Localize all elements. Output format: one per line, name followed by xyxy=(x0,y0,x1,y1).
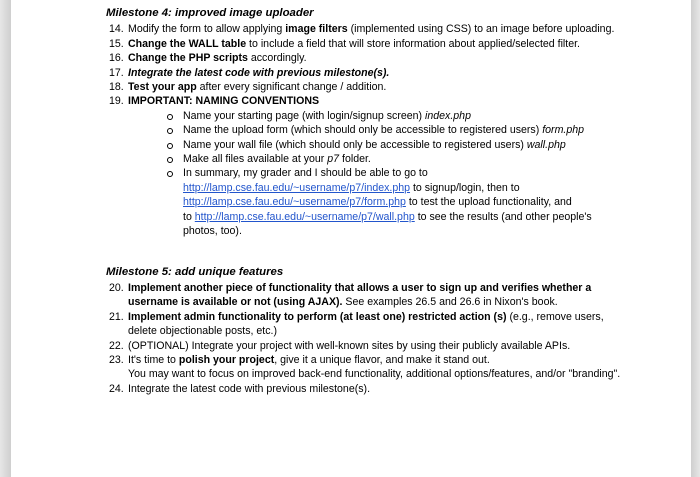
milestone-4-list xyxy=(106,22,626,108)
sub-item-index: Name your starting page (with login/signup screen) index.php xyxy=(166,109,626,123)
list-item-19: 19. IMPORTANT: NAMING CONVENTIONS xyxy=(109,95,320,108)
bullet-icon xyxy=(167,114,173,120)
index-link[interactable]: http://lamp.cse.fau.edu/~username/p7/index.php xyxy=(183,181,411,194)
list-item-14: 14. Modify the form to allow applying image filters (implemented using CSS) to an image before uploading. xyxy=(109,23,615,36)
page-left-shadow xyxy=(0,0,11,477)
list-item-22: 22. (OPTIONAL) Integrate your project with well-known sites by using their publicly available APIs. xyxy=(109,339,571,352)
bullet-icon xyxy=(167,157,173,163)
sub-item-summary: In summary, my grader and I should be able to go to http://lamp.cse.fau.edu/~username/p7/index.php to signup/login, then to http://lamp.cse.fau.edu/~username/p7/form.php to test the upload functionality, and to http://lamp.cse.fau.edu/~username/p7/wall.php to see the results (and other people's photos, too). xyxy=(166,166,626,238)
bullet-icon xyxy=(167,128,173,134)
page-right-shadow xyxy=(691,0,700,477)
form-link[interactable]: http://lamp.cse.fau.edu/~username/p7/form.php xyxy=(183,196,406,209)
list-item-21: 21. Implement admin functionality to perform (at least one) restricted action (s) (e.g., remove users, delete objectionable posts, etc.) xyxy=(109,310,604,338)
bullet-icon xyxy=(167,143,173,149)
list-item-15: 15. Change the WALL table to include a field that will store information about applied/selected filter. xyxy=(109,37,581,50)
list-item-18: 18. Test your app after every significant change / addition. xyxy=(109,81,387,94)
milestone-4-heading: Milestone 4: improved image uploader xyxy=(106,7,314,19)
sub-item-folder: Make all files available at your p7 folder. xyxy=(166,152,626,166)
list-item-16: 16. Change the PHP scripts accordingly. xyxy=(109,52,307,65)
list-item-20: 20. Implement another piece of functionality that allows a user to sign up and verifies whether a username is available or not (using AJAX). See examples 26.5 and 26.6 in Nixon's book. xyxy=(109,281,592,309)
list-item-23: 23. It's time to polish your project, give it a unique flavor, and make it stand out. You may want to focus on improved back-end functionality, additional options/features, and/or "branding". xyxy=(109,353,621,381)
sub-item-form: Name the upload form (which should only be accessible to registered users) form.php xyxy=(166,123,626,137)
milestone-5-heading: Milestone 5: add unique features xyxy=(106,265,284,278)
sub-item-wall: Name your wall file (which should only be accessible to registered users) wall.php xyxy=(166,138,626,152)
document-content xyxy=(106,6,626,396)
bullet-icon xyxy=(167,171,173,177)
wall-link[interactable]: http://lamp.cse.fau.edu/~username/p7/wall.php xyxy=(194,210,415,223)
list-item-24: 24. Integrate the latest code with previous milestone(s). xyxy=(109,382,371,395)
list-item-17: 17. Integrate the latest code with previous milestone(s). xyxy=(109,66,390,79)
document-page xyxy=(11,0,691,477)
naming-conventions-list xyxy=(106,109,626,239)
milestone-5-list xyxy=(106,281,626,396)
